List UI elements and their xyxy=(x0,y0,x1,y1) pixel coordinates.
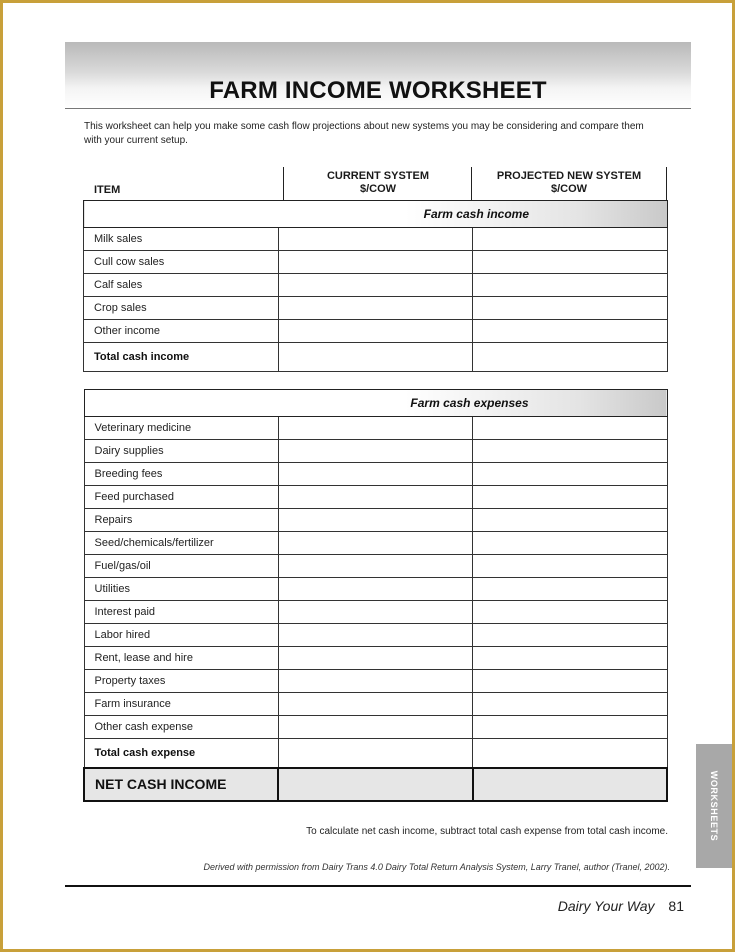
current-system-label: CURRENT SYSTEM xyxy=(326,170,430,182)
table-row xyxy=(84,440,667,463)
table-row xyxy=(84,251,668,274)
projected-value-cell[interactable] xyxy=(473,647,667,670)
projected-value-cell[interactable] xyxy=(473,440,667,463)
table-row xyxy=(84,624,667,647)
current-total-cell[interactable] xyxy=(278,343,473,372)
row-label: Milk sales xyxy=(84,228,279,251)
table-row xyxy=(84,716,667,739)
current-system-unit: $/COW xyxy=(359,183,397,195)
current-value-cell[interactable] xyxy=(278,509,472,532)
row-label: Interest paid xyxy=(84,601,278,624)
income-section-header xyxy=(84,201,668,228)
table-row xyxy=(84,693,667,716)
row-label: Labor hired xyxy=(84,624,278,647)
current-value-cell[interactable] xyxy=(278,440,472,463)
table-row xyxy=(84,670,667,693)
projected-value-cell[interactable] xyxy=(473,228,668,251)
projected-value-cell[interactable] xyxy=(473,463,667,486)
total-income-label: Total cash income xyxy=(84,343,279,372)
row-label: Veterinary medicine xyxy=(84,417,278,440)
calculation-note: To calculate net cash income, subtract total cash expense from total cash income. xyxy=(306,826,668,837)
intro-text: This worksheet can help you make some cash flow projections about new systems you may be considering and compare them with your current setup. xyxy=(84,121,644,146)
table-row xyxy=(84,601,667,624)
net-cash-income-label: NET CASH INCOME xyxy=(84,768,278,801)
row-label: Repairs xyxy=(84,509,278,532)
item-column-header xyxy=(94,184,120,197)
row-label: Feed purchased xyxy=(84,486,278,509)
current-value-cell[interactable] xyxy=(278,463,472,486)
table-row xyxy=(84,297,668,320)
projected-total-cell[interactable] xyxy=(473,739,667,768)
header-divider xyxy=(471,167,472,201)
expenses-table xyxy=(83,389,668,802)
projected-system-label: PROJECTED NEW SYSTEM xyxy=(496,170,642,182)
projected-value-cell[interactable] xyxy=(473,320,668,343)
table-row xyxy=(84,532,667,555)
total-row xyxy=(84,343,668,372)
expenses-section-header xyxy=(84,390,667,417)
current-value-cell[interactable] xyxy=(278,486,472,509)
projected-value-cell[interactable] xyxy=(473,297,668,320)
projected-value-cell[interactable] xyxy=(473,509,667,532)
projected-value-cell[interactable] xyxy=(473,251,668,274)
current-value-cell[interactable] xyxy=(278,693,472,716)
row-label: Rent, lease and hire xyxy=(84,647,278,670)
row-label: Crop sales xyxy=(84,297,279,320)
page-number: 81 xyxy=(668,898,684,914)
item-column-label: ITEM xyxy=(94,184,121,196)
projected-value-cell[interactable] xyxy=(473,417,667,440)
table-row xyxy=(84,486,667,509)
projected-net-cell[interactable] xyxy=(473,768,667,801)
table-row xyxy=(84,463,667,486)
header-divider xyxy=(283,167,284,201)
row-label: Cull cow sales xyxy=(84,251,279,274)
projected-value-cell[interactable] xyxy=(473,274,668,297)
header-divider xyxy=(666,167,667,201)
table-row xyxy=(84,555,667,578)
current-value-cell[interactable] xyxy=(278,624,472,647)
side-tab-label: WORKSHEETS xyxy=(709,770,719,842)
row-label: Utilities xyxy=(84,578,278,601)
projected-value-cell[interactable] xyxy=(473,624,667,647)
projected-value-cell[interactable] xyxy=(473,716,667,739)
current-value-cell[interactable] xyxy=(278,647,472,670)
row-label: Breeding fees xyxy=(84,463,278,486)
projected-system-unit: $/COW xyxy=(550,183,588,195)
total-row xyxy=(84,739,667,768)
current-value-cell[interactable] xyxy=(278,320,473,343)
current-value-cell[interactable] xyxy=(278,228,473,251)
table-row xyxy=(84,417,667,440)
projected-value-cell[interactable] xyxy=(473,532,667,555)
row-label: Other cash expense xyxy=(84,716,278,739)
expenses-section-title: Farm cash expenses xyxy=(84,390,667,417)
book-title: Dairy Your Way xyxy=(557,898,655,914)
row-label: Seed/chemicals/fertilizer xyxy=(84,532,278,555)
row-label: Farm insurance xyxy=(84,693,278,716)
current-value-cell[interactable] xyxy=(278,601,472,624)
table-row xyxy=(84,274,668,297)
row-label: Calf sales xyxy=(84,274,279,297)
footer-rule xyxy=(65,885,691,887)
projected-system-column-header xyxy=(472,170,666,196)
worksheets-side-tab xyxy=(696,744,732,868)
current-value-cell[interactable] xyxy=(278,417,472,440)
table-row xyxy=(84,578,667,601)
row-label: Fuel/gas/oil xyxy=(84,555,278,578)
projected-value-cell[interactable] xyxy=(473,578,667,601)
current-value-cell[interactable] xyxy=(278,274,473,297)
projected-value-cell[interactable] xyxy=(473,693,667,716)
current-net-cell[interactable] xyxy=(278,768,472,801)
row-label: Other income xyxy=(84,320,279,343)
projected-value-cell[interactable] xyxy=(473,601,667,624)
current-value-cell[interactable] xyxy=(278,716,472,739)
current-value-cell[interactable] xyxy=(278,555,472,578)
row-label: Property taxes xyxy=(84,670,278,693)
income-section-title: Farm cash income xyxy=(84,201,668,228)
current-value-cell[interactable] xyxy=(278,532,472,555)
page-title: FARM INCOME WORKSHEET xyxy=(209,77,547,104)
income-table xyxy=(83,200,668,372)
current-value-cell[interactable] xyxy=(278,578,472,601)
current-total-cell[interactable] xyxy=(278,739,472,768)
current-value-cell[interactable] xyxy=(278,251,473,274)
table-row xyxy=(84,228,668,251)
projected-total-cell[interactable] xyxy=(473,343,668,372)
current-value-cell[interactable] xyxy=(278,297,473,320)
total-expense-label: Total cash expense xyxy=(84,739,278,768)
projected-value-cell[interactable] xyxy=(473,670,667,693)
projected-value-cell[interactable] xyxy=(473,555,667,578)
table-row xyxy=(84,320,668,343)
table-row xyxy=(84,647,667,670)
current-value-cell[interactable] xyxy=(278,670,472,693)
current-system-column-header xyxy=(284,170,472,196)
projected-value-cell[interactable] xyxy=(473,486,667,509)
page-footer xyxy=(440,898,684,914)
table-row xyxy=(84,509,667,532)
source-citation: Derived with permission from Dairy Trans 4.0 Dairy Total Return Analysis System, Larry Tranel, author (Tranel, 2002). xyxy=(203,862,670,872)
net-cash-income-row xyxy=(84,768,667,801)
row-label: Dairy supplies xyxy=(84,440,278,463)
